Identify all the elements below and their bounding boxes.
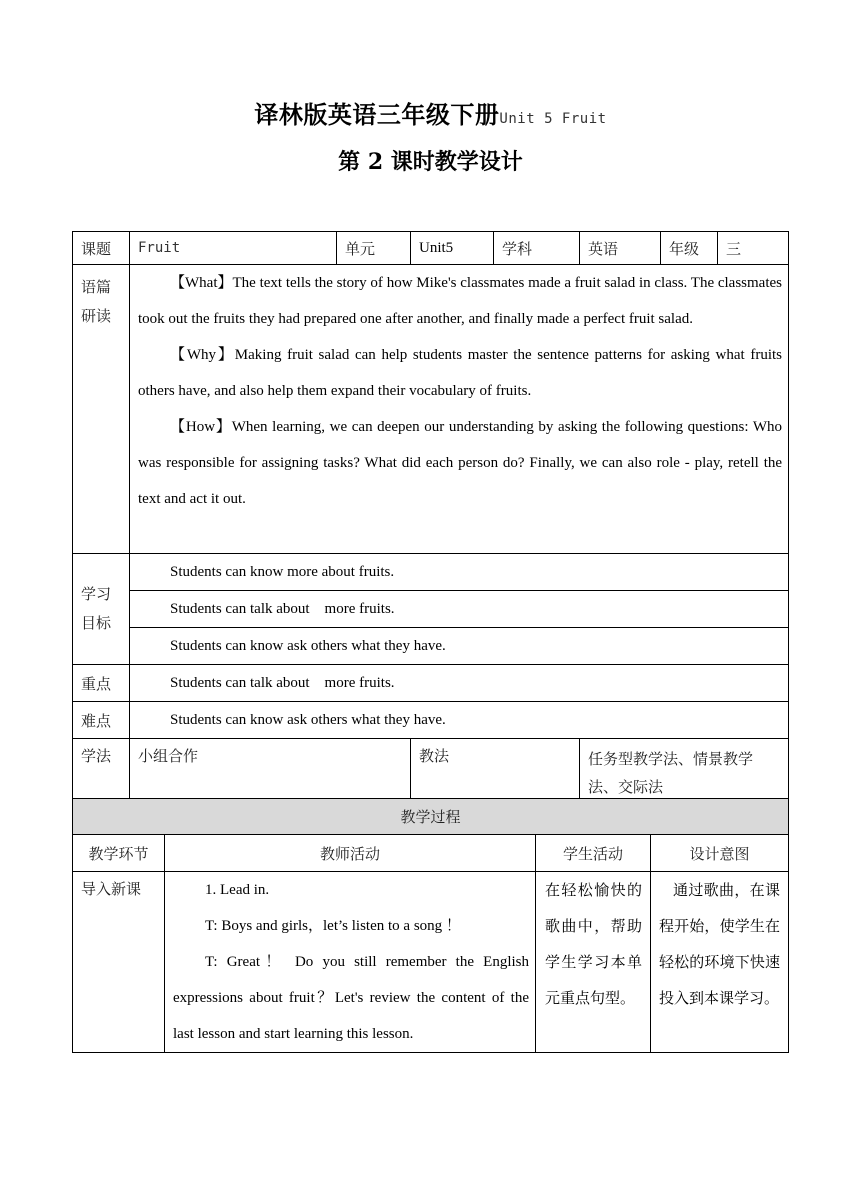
study-method-value: 小组合作 (130, 739, 411, 802)
grade-value: 三 (718, 232, 789, 265)
difficulty-label: 难点 (73, 702, 130, 739)
reading-how: 【How】When learning, we can deepen our understanding by asking the following questions: Who was responsible for assigning tasks? What did each person do? Finally, we can also role - play, retell the text and act it out. (138, 419, 783, 507)
goal-item: Students can talk about more fruits. (130, 591, 789, 628)
difficulty-value: Students can know ask others what they have. (130, 702, 789, 739)
reading-content (130, 265, 789, 554)
subject-value: 英语 (580, 232, 661, 265)
topic-value: Fruit (130, 232, 337, 265)
process-row (73, 872, 789, 1053)
teaching-process-table (72, 798, 789, 1053)
teacher-step: T: Great！ Do you still remember the English expressions about fruit？Let's review the content of the last lesson and start learning this lesson. (173, 954, 529, 1042)
topic-label: 课题 (73, 232, 130, 265)
goals-label: 学习目标 (73, 554, 130, 665)
grade-label: 年级 (661, 232, 718, 265)
study-method-label: 学法 (73, 739, 130, 802)
col-student-header: 学生活动 (536, 835, 651, 872)
teacher-step: 1. Lead in. (205, 882, 270, 898)
teach-method-value: 任务型教学法、情景教学法、交际法 (580, 739, 789, 802)
reading-label: 语篇研读 (73, 265, 130, 554)
subject-label: 学科 (494, 232, 580, 265)
title-suffix: Unit 5 Fruit (499, 111, 607, 127)
process-stage: 导入新课 (73, 872, 165, 1053)
col-teacher-header: 教师活动 (165, 835, 536, 872)
title-prefix: 译林版英语三年级下册 (254, 100, 500, 129)
document-title (0, 95, 861, 130)
goal-item: Students can know more about fruits. (130, 554, 789, 591)
process-teacher-activity (165, 872, 536, 1053)
col-intent-header: 设计意图 (651, 835, 789, 872)
reading-why: 【Why】Making fruit salad can help students master the sentence patterns for asking what fruits others have, and also help them expand their vocabulary of fruits. (138, 347, 783, 399)
teacher-step: T: Boys and girls，let’s listen to a song ！ (205, 918, 461, 934)
key-point-value: Students can talk about more fruits. (130, 665, 789, 702)
process-header: 教学过程 (73, 799, 789, 835)
unit-label: 单元 (337, 232, 411, 265)
process-student-activity: 在轻松愉快的歌曲中，帮助学生学习本单元重点句型。 (536, 872, 651, 1053)
document-subtitle: 第 2 课时教学设计 (338, 149, 523, 175)
key-point-label: 重点 (73, 665, 130, 702)
unit-value: Unit5 (411, 232, 494, 265)
reading-what: 【What】The text tells the story of how Mike's classmates made a fruit salad in class. The classmates took out the fruits they had prepared one after another, and finally made a perfect fruit salad. (138, 275, 783, 327)
lesson-info-table (72, 231, 789, 802)
goal-item: Students can know ask others what they have. (130, 628, 789, 665)
teach-method-label: 教法 (411, 739, 580, 802)
col-stage-header: 教学环节 (73, 835, 165, 872)
process-design-intent: 通过歌曲，在课程开始，使学生在轻松的环境下快速投入到本课学习。 (651, 872, 789, 1053)
